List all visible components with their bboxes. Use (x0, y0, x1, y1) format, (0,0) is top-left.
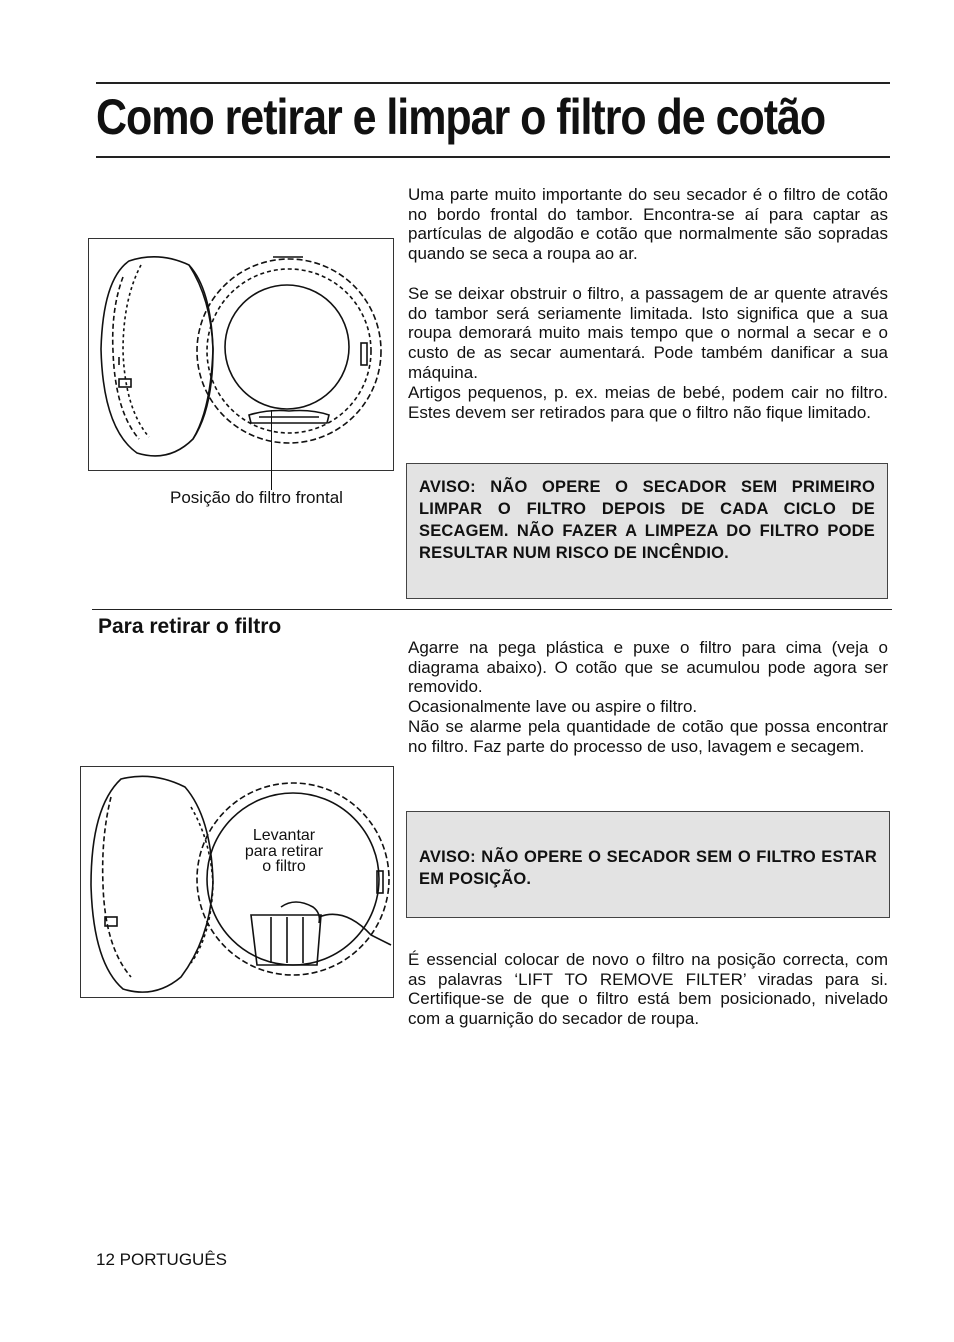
filter-removal-figure (80, 766, 394, 998)
page-footer: 12 PORTUGUÊS (96, 1250, 228, 1269)
callout-line-2: para retirar (244, 842, 324, 860)
section-paragraph-3: Não se alarme pela quantidade de cotão que possa encontrar no filtro. Faz parte do processo de uso, lavagem e secagem. (408, 717, 888, 756)
section-heading: Para retirar o filtro (98, 615, 282, 638)
warning2-text: AVISO: NÃO OPERE O SECADOR SEM O FILTRO ESTAR EM POSIÇÃO. (419, 848, 877, 888)
section-paragraph-2: Ocasionalmente lave ou aspire o filtro. (408, 697, 698, 716)
callout-line-3: o filtro (262, 858, 306, 875)
lift-filter-callout (232, 828, 336, 875)
title-underline (96, 156, 890, 158)
filter-lift-illustration (81, 767, 393, 997)
top-rule (96, 82, 890, 84)
intro-paragraph-3: Artigos pequenos, p. ex. meias de bebé, podem cair no filtro. Estes devem ser retirados para que o filtro não fique limitado. (408, 383, 888, 422)
caption-leader-line (271, 410, 272, 490)
dryer-door-figure (88, 238, 394, 471)
intro-paragraph-2: Se se deixar obstruir o filtro, a passagem de ar quente através do tambor será seriamente limitada. Isto significa que a sua roupa demorará muito mais tempo que o normal a secar e o custo de as secar aumentará. Pode também danificar a sua máquina. (408, 284, 888, 382)
warning1-text: AVISO: NÃO OPERE O SECADOR SEM PRIMEIRO LIMPAR O FILTRO DEPOIS DE CADA CICLO DE SECAGEM. NÃO FAZER A LIMPEZA DO FILTRO PODE RESULTAR NUM RISCO DE INCÊNDIO. (419, 478, 875, 562)
page-title: Como retirar e limpar o filtro de cotão (96, 89, 826, 145)
warning-box-filter-in-place (406, 811, 890, 918)
figure1-caption: Posição do filtro frontal (170, 488, 343, 507)
callout-line-1: Levantar (252, 827, 316, 844)
intro-paragraph-1: Uma parte muito importante do seu secador é o filtro de cotão no bordo frontal do tambor. Encontra-se aí para captar as partículas de algodão e cotão que normalmente são sopradas quando se seca a roupa ao ar. (408, 185, 888, 264)
dryer-front-illustration (89, 239, 393, 470)
warning-box-clean-filter (406, 463, 888, 599)
section-paragraph-1: Agarre na pega plástica e puxe o filtro para cima (veja o diagrama abaixo). O cotão que se acumulou pode agora ser removido. (408, 638, 888, 697)
section-divider (92, 609, 892, 610)
closing-paragraph: É essencial colocar de novo o filtro na posição correcta, com as palavras ‘LIFT TO REMOVE FILTER’ viradas para si. Certifique-se de que o filtro está bem posicionado, nivelado com a guarnição do secador de roupa. (408, 950, 888, 1029)
